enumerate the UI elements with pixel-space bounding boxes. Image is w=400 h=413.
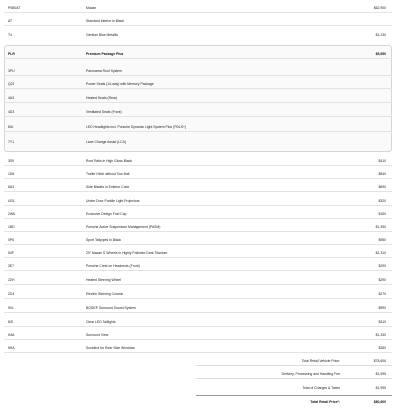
option-price: $62,900: [373, 6, 386, 10]
option-price: $1,230: [375, 32, 386, 37]
option-row: [4, 236, 392, 245]
option-price: $2,310: [375, 251, 386, 255]
option-row: [4, 276, 392, 285]
option-code: 3E7: [8, 264, 15, 268]
package-item-row: [4, 80, 392, 89]
option-code: 1D6: [8, 172, 15, 176]
option-row: [4, 344, 392, 353]
summary-value: $78,606: [373, 359, 386, 363]
option-description: 20" Macan S Wheels in Highly Polished Dark Titanium: [86, 251, 168, 255]
option-description: Electric Steering Column: [86, 292, 124, 296]
option-row: [4, 262, 392, 271]
option-description: Gentian Blue Metallic: [86, 32, 119, 37]
option-description: Porsche Active Suspension Management (PASM): [86, 225, 161, 229]
summary-row-total: [196, 397, 392, 406]
option-description: Sport Tailpipes in Black: [86, 238, 121, 242]
option-code: 4D3: [8, 110, 15, 114]
option-price: $290: [378, 278, 386, 282]
package-code: PLR: [8, 52, 15, 56]
option-description: Ventilated Seats (Front): [86, 110, 122, 114]
option-description: Lane Change Assist (LCA): [86, 139, 126, 144]
option-code: 8IU: [8, 125, 14, 129]
option-code: AT: [8, 19, 13, 23]
option-code: 2W6: [8, 212, 15, 216]
option-price: $320: [378, 199, 386, 203]
total-divider: [196, 395, 392, 396]
package-item-row: [4, 67, 392, 76]
summary-row-delivery-fee: [196, 370, 392, 379]
option-description: Clear LED Taillights: [86, 320, 116, 324]
option-description: Heated Steering Wheel: [86, 278, 122, 282]
option-row: [4, 197, 392, 206]
package-title: Premium Package Plus: [86, 52, 124, 56]
option-code: 4A3: [8, 96, 15, 100]
option-description: Power Seats (14-way) with Memory Package: [86, 82, 154, 86]
option-row: [4, 170, 392, 179]
option-price: $290: [378, 264, 386, 268]
option-description: Porsche Crest on Headrests (Front): [86, 264, 140, 268]
option-code: T4: [8, 32, 12, 37]
total-value: $80,600: [373, 399, 386, 404]
option-code: KA6: [8, 333, 15, 337]
option-row: [4, 290, 392, 299]
option-description: Panorama Roof System: [86, 69, 122, 73]
option-code: 6A3: [8, 185, 15, 189]
option-code: P0B0AT: [8, 6, 21, 10]
package-item-row: [4, 137, 392, 146]
option-description: Trailer Hitch without Tow Ball: [86, 172, 130, 176]
option-row: [4, 210, 392, 219]
option-price: $1,330: [375, 333, 386, 337]
option-price: $150: [378, 212, 386, 216]
option-code: 9VL: [8, 306, 15, 310]
option-row: [4, 331, 392, 340]
option-row: [4, 318, 392, 327]
summary-label: Total of Charges & Taxes: [302, 385, 340, 390]
summary-value: $1,995: [375, 372, 386, 376]
option-description: BOSE® Surround Sound System: [86, 306, 136, 310]
option-description: Under Door Puddle Light Projectors: [86, 199, 140, 203]
option-code: 0P6: [8, 238, 15, 242]
summary-value: $1,995: [375, 385, 386, 390]
option-description: Standard Interior in Black: [86, 19, 125, 23]
option-price: $690: [378, 185, 386, 189]
option-price: $1,390: [375, 225, 386, 229]
option-description: Exclusive Design Fuel Cap: [86, 212, 127, 216]
option-price: $950: [378, 238, 386, 242]
option-description: Side Blades in Exterior Color: [86, 185, 130, 189]
option-code: Q2J: [8, 82, 15, 86]
option-description: Macan: [86, 6, 97, 10]
option-price: $310: [378, 320, 386, 324]
option-code: 54F: [8, 251, 14, 255]
option-row: [4, 304, 392, 313]
option-code: 2ZH: [8, 278, 15, 282]
option-code: UD1: [8, 199, 15, 203]
option-description: Sunblind for Rear Side Windows: [86, 346, 135, 350]
summary-label: Delivery, Processing and Handling Fee: [281, 372, 340, 376]
option-row-exterior-color: [4, 30, 392, 39]
package-header-row: [4, 50, 392, 59]
option-price: $840: [378, 172, 386, 176]
option-code: 2D4: [8, 292, 15, 296]
package-price: $5,650: [375, 52, 386, 56]
option-description: Surround View: [86, 333, 109, 337]
total-label: Total Retail Price*:: [310, 399, 340, 404]
option-price: $280: [378, 346, 386, 350]
option-code: 3S9: [8, 159, 15, 163]
summary-label: Total Retail Vehicle Price:: [301, 359, 340, 363]
option-row: [4, 157, 392, 166]
option-price: $270: [378, 292, 386, 296]
option-price: $410: [378, 159, 386, 163]
option-row-interior: [4, 17, 392, 26]
option-code: 8IS: [8, 320, 14, 324]
option-code: 5HA: [8, 346, 15, 350]
option-row-model: [4, 4, 392, 13]
package-item-row: [4, 108, 392, 117]
option-code: 1BD: [8, 225, 15, 229]
package-item-row: [4, 94, 392, 103]
option-row: [4, 183, 392, 192]
summary-row-vehicle-price: [196, 357, 392, 366]
package-item-row: [4, 123, 392, 132]
option-code: 3PU: [8, 69, 15, 73]
option-row: [4, 223, 392, 232]
summary-row-charges-taxes: [196, 383, 392, 392]
option-description: Roof Rails in High Gloss Black: [86, 159, 132, 163]
option-description: Heated Seats (Rear): [86, 96, 118, 100]
option-price: $990: [378, 306, 386, 310]
option-description: LED Headlights incl. Porsche Dynamic Light System Plus (PDLS+): [86, 125, 187, 129]
option-row: [4, 249, 392, 258]
option-code: 7Y1: [8, 139, 15, 144]
